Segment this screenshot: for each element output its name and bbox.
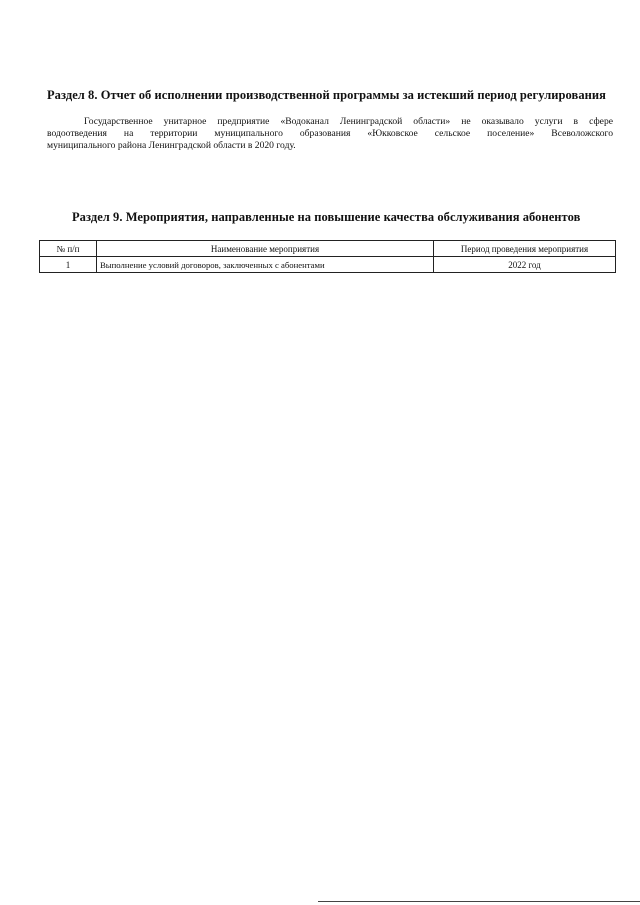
cell-name: Выполнение условий договоров, заключенных с абонентами — [97, 257, 434, 273]
paragraph-line: водоотведения на территории муниципального образования «Юкковское сельское поселение» Всеволожского — [47, 128, 613, 139]
section-8-paragraph — [47, 116, 613, 152]
section-9-heading: Раздел 9. Мероприятия, направленные на повышение качества обслуживания абонентов — [72, 210, 581, 224]
footer-rule — [318, 901, 640, 902]
cell-num: 1 — [40, 257, 97, 273]
table-row — [40, 257, 616, 273]
table-header-row — [40, 241, 616, 257]
paragraph-line: Государственное унитарное предприятие «Водоканал Ленинградской области» не оказывало услуги в сфере — [84, 116, 613, 127]
paragraph-line: муниципального района Ленинградской области в 2020 году. — [47, 140, 296, 151]
section-8-heading: Раздел 8. Отчет об исполнении производственной программы за истекший период регулирования — [47, 88, 606, 102]
header-name: Наименование мероприятия — [97, 241, 434, 257]
header-period: Период проведения мероприятия — [434, 241, 616, 257]
header-num: № п/п — [40, 241, 97, 257]
events-table — [39, 240, 616, 273]
cell-period: 2022 год — [434, 257, 616, 273]
